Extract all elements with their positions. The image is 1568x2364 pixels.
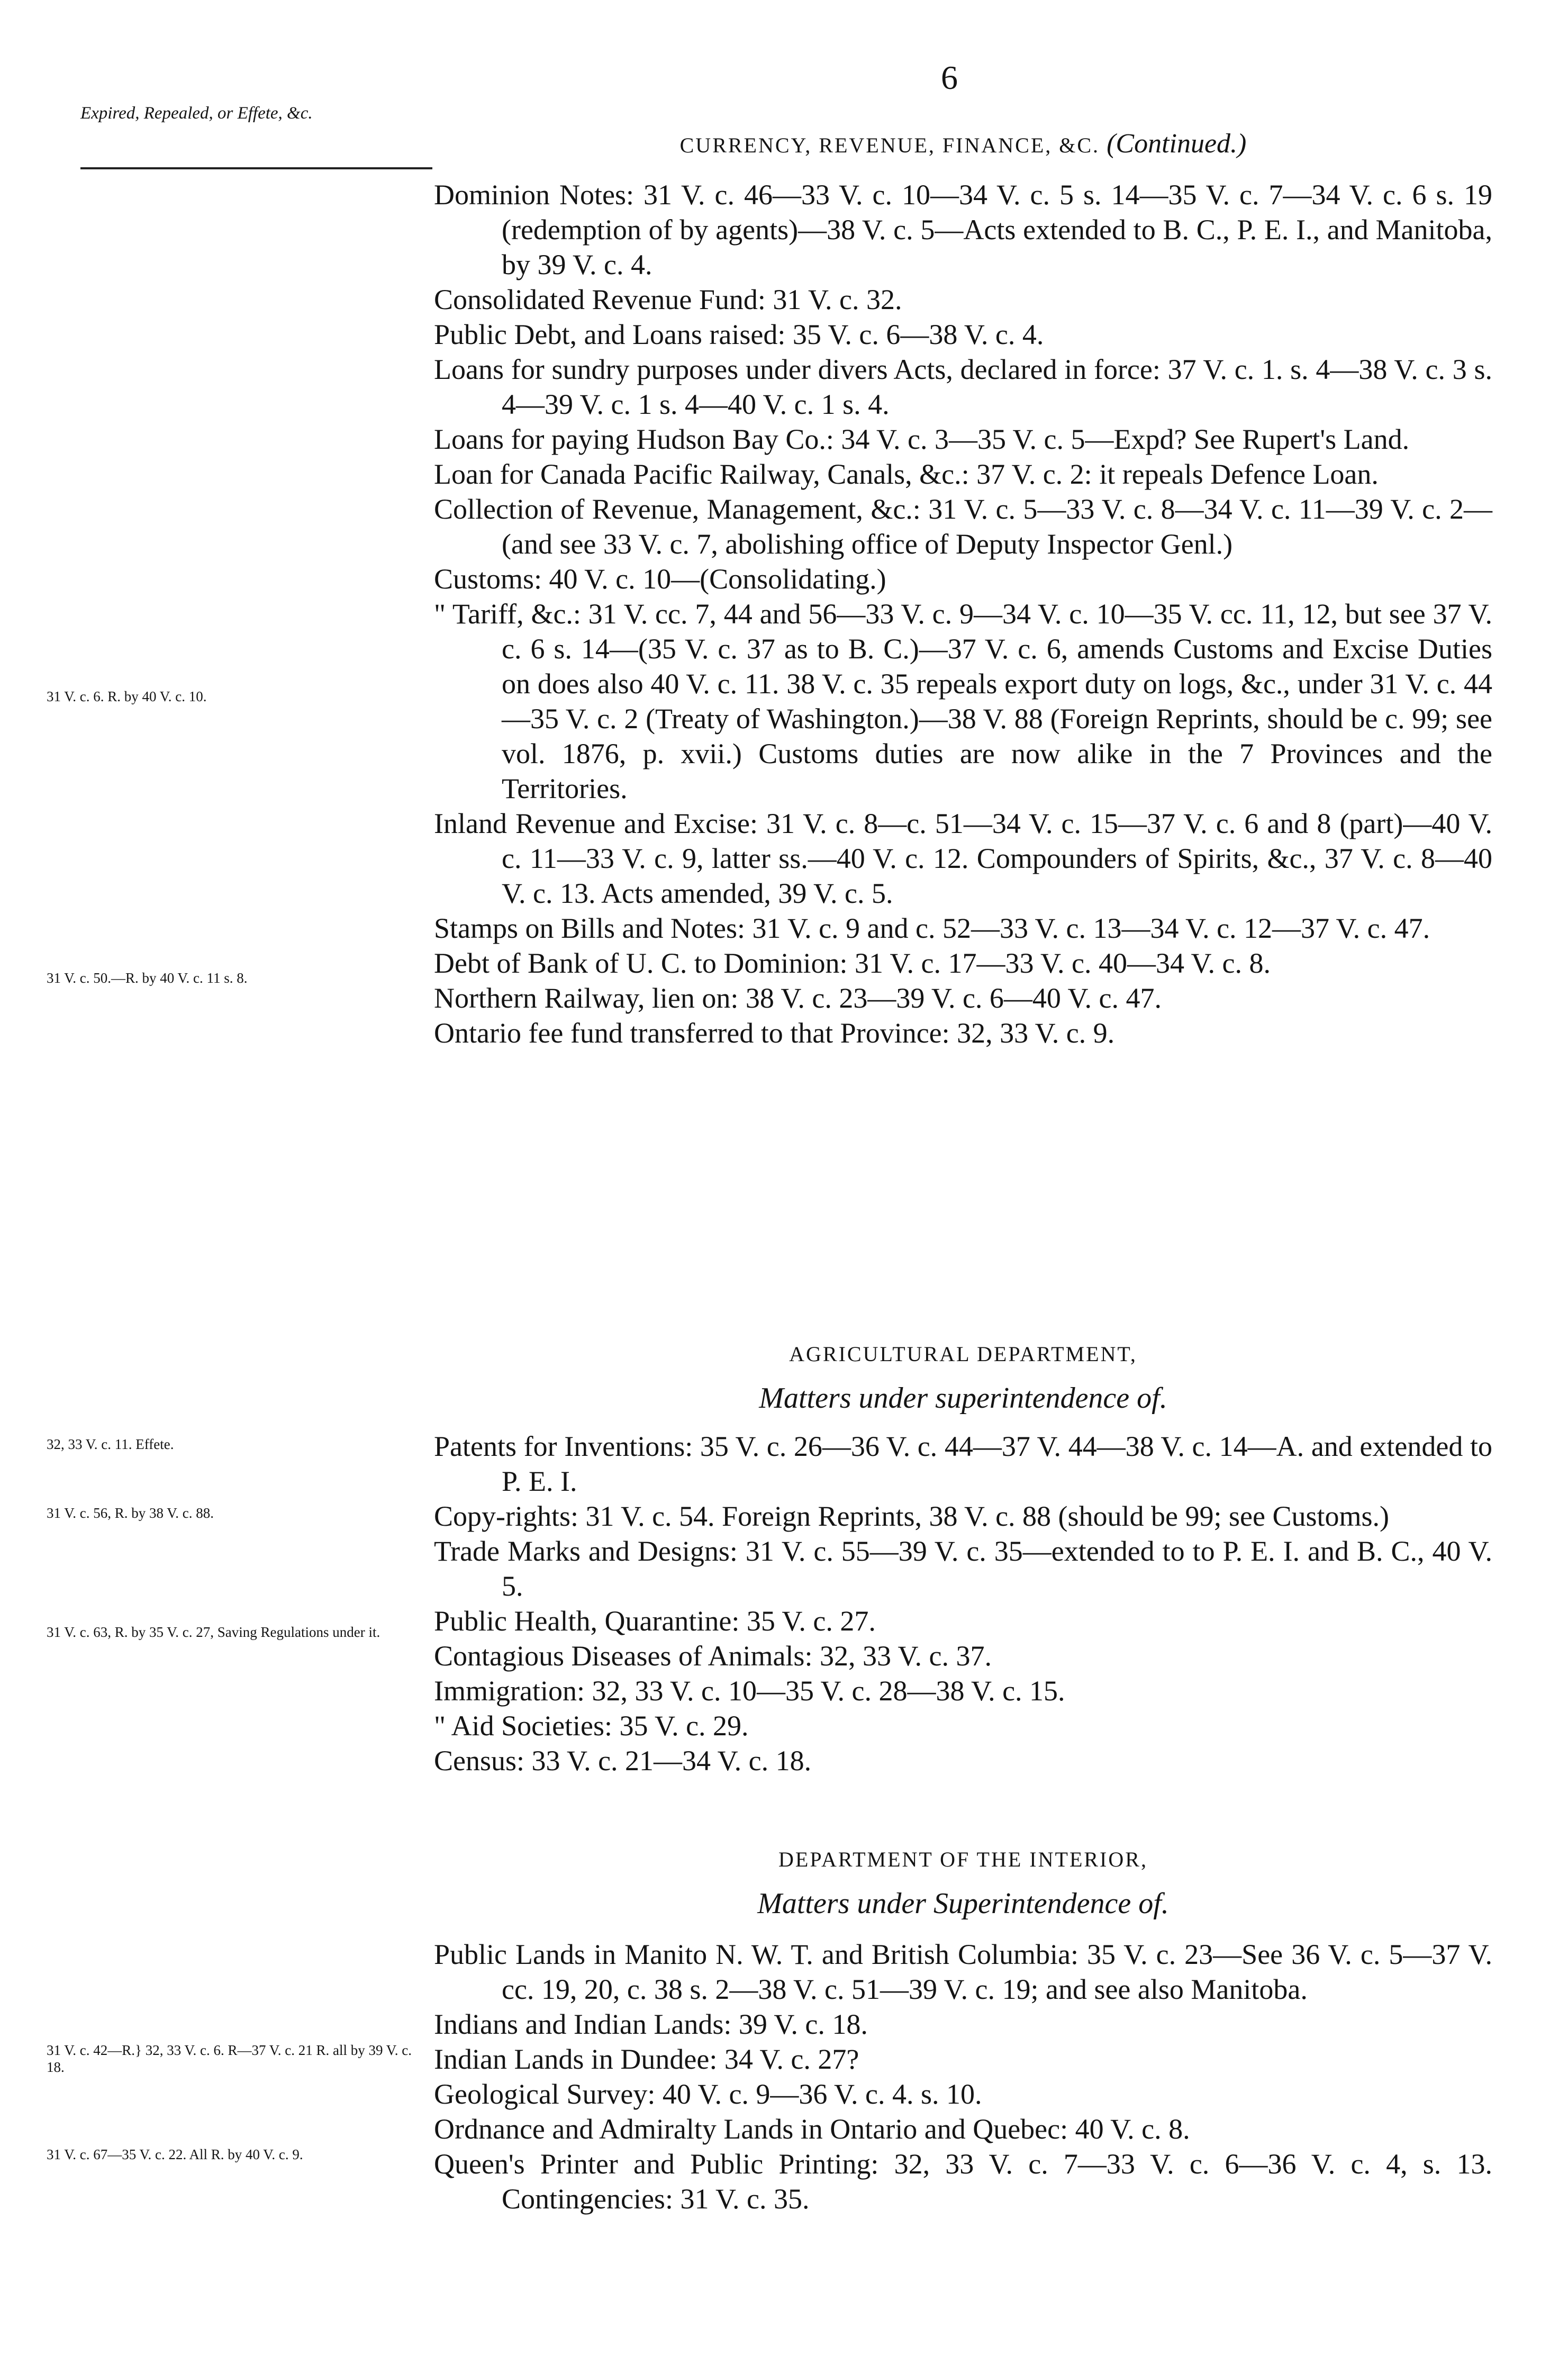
entry-debt-bank-uc: Debt of Bank of U. C. to Dominion: 31 V. c. 17—33 V. c. 40—34 V. c. 8. [434,947,1271,979]
entry-stamps: Stamps on Bills and Notes: 31 V. c. 9 and c. 52—33 V. c. 13—34 V. c. 12—37 V. c. 47. [434,912,1430,944]
entry-queens-printer: Queen's Printer and Public Printing: 32, 33 V. c. 7—33 V. c. 6—36 V. c. 4, s. 13. Contingencies: 31 V. c. 35. [434,2148,1492,2215]
section-title-text: CURRENCY, REVENUE, FINANCE, &C. [679,133,1100,157]
margin-note-geological-survey: 31 V. c. 67—35 V. c. 22. All R. by 40 V. c. 9. [47,2146,303,2162]
entry-customs: Customs: 40 V. c. 10—(Consolidating.) [434,563,886,595]
entry-trade-marks: Trade Marks and Designs: 31 V. c. 55—39 V. c. 35—extended to to P. E. I. and B. C., 40 V. 5. [434,1535,1492,1602]
entry-census: Census: 33 V. c. 21—34 V. c. 18. [434,1745,812,1777]
entry-aid-societies: " Aid Societies: 35 V. c. 29. [434,1710,749,1742]
entry-customs-tariff: " Tariff, &c.: 31 V. cc. 7, 44 and 56—33 V. c. 9—34 V. c. 10—35 V. cc. 11, 12, but see 37 V. c. 6 s. 14—(35 V. c. 37 as to B. C.)—37 V. c. 6, amends Customs and Excise Duties on does also 40 V. c. 11. 38 V. c. 35 repeals export duty on logs, &c., under 31 V. c. 44—35 V. c. 2 (Treaty of Washington.)—38 V. 88 (Foreign Reprints, should be c. 99; see vol. 1876, p. xvii.) Customs duties are now alike in the 7 Provinces and the Territories. [434,598,1492,804]
entry-ontario-fee-fund: Ontario fee fund transferred to that Province: 32, 33 V. c. 9. [434,1017,1115,1049]
entry-geological-survey: Geological Survey: 40 V. c. 9—36 V. c. 4. s. 10. [434,2078,982,2110]
entry-public-debt: Public Debt, and Loans raised: 35 V. c. 6—38 V. c. 4. [434,319,1044,350]
entry-immigration: Immigration: 32, 33 V. c. 10—35 V. c. 28—38 V. c. 15. [434,1675,1065,1707]
entry-copyrights: Copy-rights: 31 V. c. 54. Foreign Reprints, 38 V. c. 88 (should be 99; see Customs.) [434,1500,1389,1532]
entry-consolidated-revenue-fund: Consolidated Revenue Fund: 31 V. c. 32. [434,284,902,315]
interior-entries [434,1937,1492,2216]
page-number: 6 [941,59,958,96]
margin-header-rule [80,167,432,169]
entry-indian-lands-dundee: Indian Lands in Dundee: 34 V. c. 27? [434,2043,859,2075]
section-title-interior: DEPARTMENT OF THE INTERIOR, [778,1847,1148,1871]
margin-note-inland-revenue: 31 V. c. 50.—R. by 40 V. c. 11 s. 8. [47,970,248,986]
section-title-currency [434,128,1492,159]
section-title-agricultural: AGRICULTURAL DEPARTMENT, [789,1342,1137,1366]
entry-inland-revenue: Inland Revenue and Excise: 31 V. c. 8—c. 51—34 V. c. 15—37 V. c. 6 and 8 (part)—40 V. c. 11—33 V. c. 9, latter ss.—40 V. c. 12. Compounders of Spirits, &c., 37 V. c. 8—40 V. c. 13. Acts amended, 39 V. c. 5. [434,808,1492,909]
margin-note-public-health: 31 V. c. 63, R. by 35 V. c. 27, Saving Regulations under it. [47,1624,380,1640]
entry-contagious-diseases: Contagious Diseases of Animals: 32, 33 V. c. 37. [434,1640,992,1672]
margin-column-header: Expired, Repealed, or Effete, &c. [80,104,313,123]
entry-northern-railway: Northern Railway, lien on: 38 V. c. 23—39 V. c. 6—40 V. c. 47. [434,982,1162,1014]
margin-note-indians: 31 V. c. 42—R.} 32, 33 V. c. 6. R—37 V. c. 21 R. all by 39 V. c. 18. [47,2042,412,2075]
entry-public-health: Public Health, Quarantine: 35 V. c. 27. [434,1605,876,1637]
entry-indians: Indians and Indian Lands: 39 V. c. 18. [434,2008,868,2040]
margin-note-copyrights: 31 V. c. 56, R. by 38 V. c. 88. [47,1505,214,1521]
entry-patents: Patents for Inventions: 35 V. c. 26—36 V. c. 44—37 V. 44—38 V. c. 14—A. and extended to P. E. I. [434,1430,1492,1497]
entry-loans-hudson-bay: Loans for paying Hudson Bay Co.: 34 V. c. 3—35 V. c. 5—Expd? See Rupert's Land. [434,423,1410,455]
section-subtitle-agricultural: Matters under superintendence of. [759,1382,1167,1415]
entry-loan-canada-pacific: Loan for Canada Pacific Railway, Canals, &c.: 37 V. c. 2: it repeals Defence Loan. [434,458,1379,490]
section-title-continued: (Continued.) [1107,129,1247,159]
entry-ordnance-lands: Ordnance and Admiralty Lands in Ontario and Quebec: 40 V. c. 8. [434,2113,1190,2145]
entry-dominion-notes: Dominion Notes: 31 V. c. 46—33 V. c. 10—34 V. c. 5 s. 14—35 V. c. 7—34 V. c. 6 s. 19 (redemption of by agents)—38 V. c. 5—Acts extended to B. C., P. E. I., and Manitoba, by 39 V. c. 4. [434,179,1492,280]
margin-note-patents: 32, 33 V. c. 11. Effete. [47,1436,174,1452]
entry-loans-sundry: Loans for sundry purposes under divers Acts, declared in force: 37 V. c. 1. s. 4—38 V. c. 3 s. 4—39 V. c. 1 s. 4—40 V. c. 1 s. 4. [434,354,1492,420]
currency-entries [434,177,1492,1050]
agricultural-entries [434,1429,1492,1778]
entry-collection-of-revenue: Collection of Revenue, Management, &c.: 31 V. c. 5—33 V. c. 8—34 V. c. 11—39 V. c. 2—(and see 33 V. c. 7, abolishing office of Deputy Inspector Genl.) [434,493,1492,560]
section-subtitle-interior: Matters under Superintendence of. [757,1887,1169,1920]
margin-note-customs: 31 V. c. 6. R. by 40 V. c. 10. [47,689,207,704]
entry-public-lands: Public Lands in Manito N. W. T. and British Columbia: 35 V. c. 23—See 36 V. c. 5—37 V. cc. 19, 20, c. 38 s. 2—38 V. c. 51—39 V. c. 19; and see also Manitoba. [434,1939,1492,2005]
